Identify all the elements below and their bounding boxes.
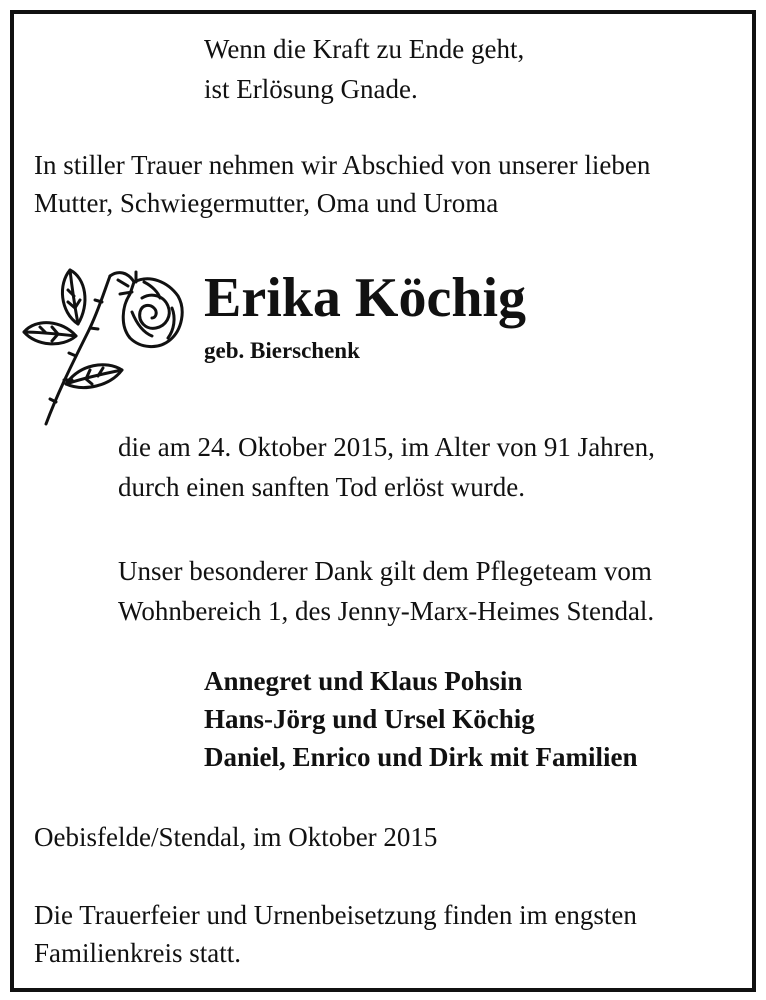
mourner-2: Hans-Jörg und Ursel Köchig	[204, 704, 535, 734]
mourner-1: Annegret und Klaus Pohsin	[204, 666, 523, 696]
funeral-line-1: Die Trauerfeier und Urnenbeisetzung finden im engsten	[34, 900, 637, 930]
deceased-name: Erika Köchig	[204, 267, 527, 329]
intro-line-1: In stiller Trauer nehmen wir Abschied von unserer lieben	[34, 150, 651, 180]
place-date: Oebisfelde/Stendal, im Oktober 2015	[34, 822, 438, 852]
intro-line-2: Mutter, Schwiegermutter, Oma und Uroma	[34, 188, 499, 218]
death-notice-line-2: durch einen sanften Tod erlöst wurde.	[118, 472, 525, 502]
thanks-line-2: Wohnbereich 1, des Jenny-Marx-Heimes Stendal.	[118, 596, 655, 626]
maiden-name: geb. Bierschenk	[204, 338, 360, 363]
motto-line-2: ist Erlösung Gnade.	[204, 74, 418, 104]
death-notice-line-1: die am 24. Oktober 2015, im Alter von 91 Jahren,	[118, 432, 655, 462]
obituary-frame	[10, 10, 756, 992]
funeral-line-2: Familienkreis statt.	[34, 938, 241, 968]
thanks-line-1: Unser besonderer Dank gilt dem Pflegeteam vom	[118, 556, 652, 586]
rose-icon	[18, 252, 188, 432]
motto-line-1: Wenn die Kraft zu Ende geht,	[204, 34, 525, 64]
mourner-3: Daniel, Enrico und Dirk mit Familien	[204, 742, 638, 772]
